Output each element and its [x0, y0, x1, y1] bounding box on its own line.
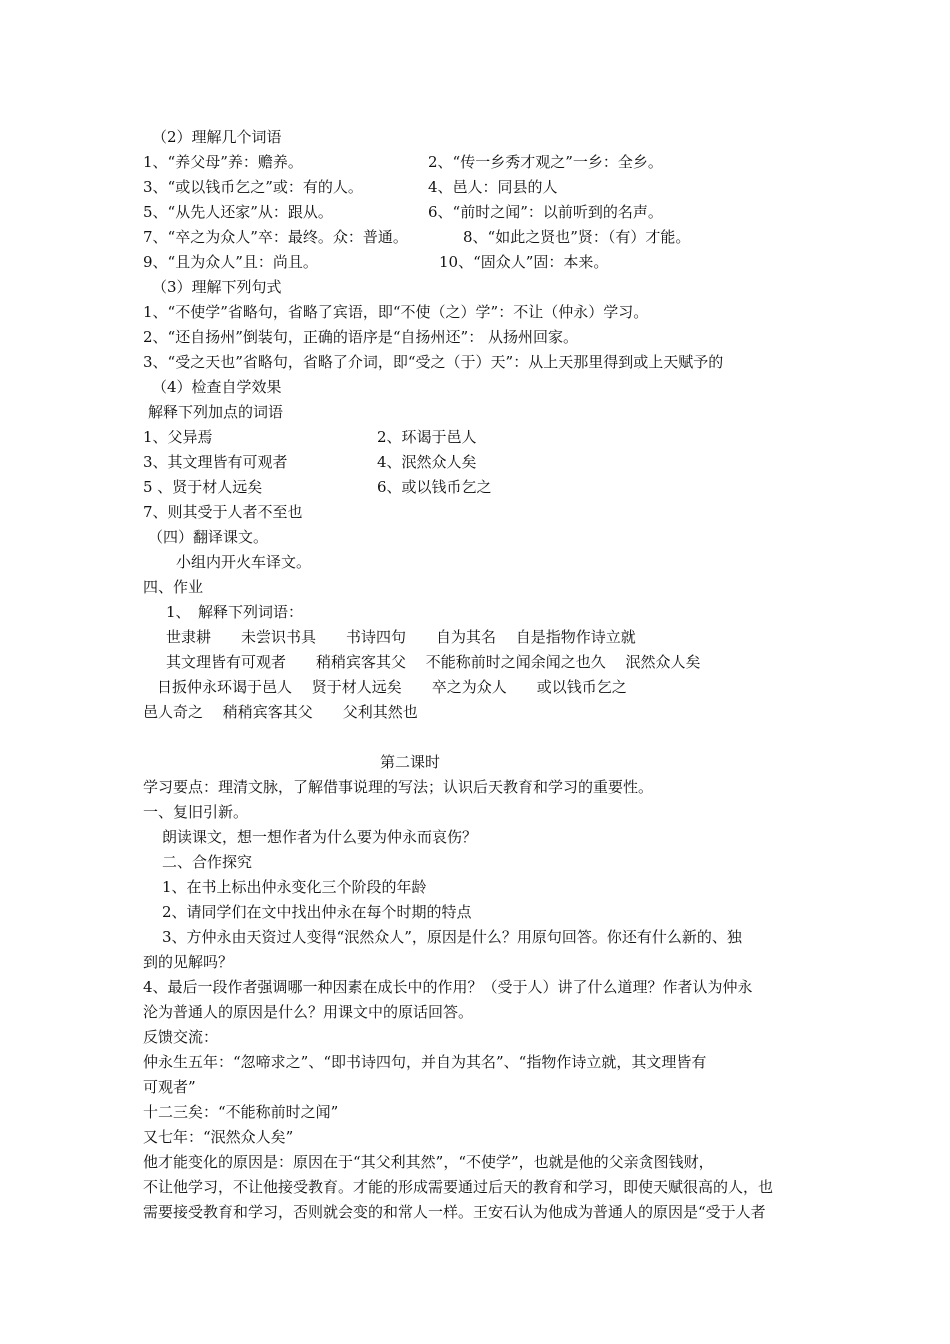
- sentence-3: 3、“受之天也”省略句，省略了介词，即“受之（于）天”：从上天那里得到或上天赋予的: [143, 353, 724, 371]
- lesson-two-line-4: 二、合作探究: [162, 853, 253, 871]
- term-row-2: [143, 176, 558, 198]
- lesson-two-line-7: 3、方仲永由天资过人变得“泯然众人”，原因是什么？用原句回答。你还有什么新的、独: [162, 928, 742, 946]
- term-6: 6、“前时之闻”：以前听到的名声。: [428, 203, 663, 221]
- item-2: 2、环谒于邑人: [377, 428, 477, 446]
- term-10: 10、“固众人”固：本来。: [439, 253, 609, 271]
- heading-sentence-patterns: （3）理解下列句式: [152, 278, 282, 296]
- lesson-two-line-15: 又七年：“泯然众人矣”: [143, 1128, 294, 1146]
- item-row-1: [143, 426, 477, 448]
- term-1: 1、“养父母”养：赡养。: [143, 153, 303, 171]
- item-7: 7、则其受于人者不至也: [143, 503, 303, 521]
- lesson-two-line-2: 一、复旧引新。: [143, 803, 249, 821]
- item-4: 4、泯然众人矣: [377, 453, 477, 471]
- translate-text: 小组内开火车译文。: [176, 553, 312, 571]
- term-3: 3、“或以钱币乞之”或：有的人。: [143, 178, 363, 196]
- lesson-two-title: 第二课时: [380, 753, 441, 771]
- item-1: 1、父异焉: [143, 428, 213, 446]
- heading-translate: （四）翻译课文。: [148, 528, 269, 546]
- lesson-two-line-14: 十二三矣：“不能称前时之闻”: [143, 1103, 339, 1121]
- lesson-two-line-10: 沦为普通人的原因是什么？用课文中的原话回答。: [143, 1003, 474, 1021]
- term-7: 7、“卒之为众人”卒：最终。众：普通。: [143, 228, 408, 246]
- lesson-two-line-18: 需要接受教育和学习，否则就会变的和常人一样。王安石认为他成为普通人的原因是“受于人者: [143, 1203, 766, 1221]
- item-row-2: [143, 451, 477, 473]
- explain-instruction: 解释下列加点的词语: [148, 403, 284, 421]
- heading-understand-words: （2）理解几个词语: [152, 128, 282, 146]
- sentence-2: 2、“还自扬州”倒装句，正确的语序是“自扬州还”： 从扬州回家。: [143, 328, 578, 346]
- lesson-two-line-16: 他才能变化的原因是：原因在于“其父利其然”，“不使学”，也就是他的父亲贪图钱财，: [143, 1153, 714, 1171]
- term-8: 8、“如此之贤也”贤：（有）才能。: [463, 228, 691, 246]
- homework-line-3: 日扳仲永环谒于邑人 贤于材人远矣 卒之为众人 或以钱币乞之: [157, 678, 627, 696]
- item-6: 6、或以钱币乞之: [377, 478, 492, 496]
- item-5: 5 、贤于材人远矣: [143, 478, 263, 496]
- lesson-two-line-3: 朗读课文，想一想作者为什么要为仲永而哀伤？: [162, 828, 478, 846]
- item-row-4: [143, 501, 303, 523]
- lesson-two-line-12: 仲永生五年：“忽啼求之”、“即书诗四句，并自为其名”、“指物作诗立就，其文理皆有: [143, 1053, 707, 1071]
- homework-line-2: 其文理皆有可观者 稍稍宾客其父 不能称前时之闻余闻之也久 泯然众人矣: [166, 653, 701, 671]
- lesson-two-line-5: 1、在书上标出仲永变化三个阶段的年龄: [162, 878, 427, 896]
- term-5: 5、“从先人还家”从：跟从。: [143, 203, 333, 221]
- lesson-two-line-9: 4、最后一段作者强调哪一种因素在成长中的作用？（受于人）讲了什么道理？作者认为仲永: [143, 978, 753, 996]
- lesson-two-line-13: 可观者”: [143, 1078, 196, 1096]
- lesson-two-line-8: 到的见解吗？: [143, 953, 234, 971]
- item-3: 3、其文理皆有可观者: [143, 453, 288, 471]
- lesson-two-line-11: 反馈交流：: [143, 1028, 219, 1046]
- homework-line-4: 邑人奇之 稍稍宾客其父 父利其然也: [143, 703, 418, 721]
- term-row-3: [143, 201, 663, 223]
- term-row-1: [143, 151, 663, 173]
- term-9: 9、“且为众人”且：尚且。: [143, 253, 318, 271]
- item-row-3: [143, 476, 492, 498]
- term-row-4: [143, 226, 691, 248]
- lesson-two-line-1: 学习要点：理清文脉，了解借事说理的写法；认识后天教育和学习的重要性。: [143, 778, 654, 796]
- term-2: 2、“传一乡秀才观之”一乡：全乡。: [428, 153, 663, 171]
- heading-homework: 四、作业: [143, 578, 204, 596]
- lesson-two-line-17: 不让他学习，不让他接受教育。才能的形成需要通过后天的教育和学习，即使天赋很高的人，也: [143, 1178, 774, 1196]
- heading-self-check: （4）检查自学效果: [152, 378, 282, 396]
- homework-line-1: 世隶耕 未尝识书具 书诗四句 自为其名 自是指物作诗立就: [166, 628, 636, 646]
- term-row-5: [143, 251, 609, 273]
- sentence-1: 1、“不使学”省略句，省略了宾语，即“不使（之）学”：不让（仲永）学习。: [143, 303, 649, 321]
- lesson-two-line-6: 2、请同学们在文中找出仲永在每个时期的特点: [162, 903, 472, 921]
- term-4: 4、邑人：同县的人: [428, 178, 558, 196]
- homework-title: 1、 解释下列词语：: [166, 603, 304, 621]
